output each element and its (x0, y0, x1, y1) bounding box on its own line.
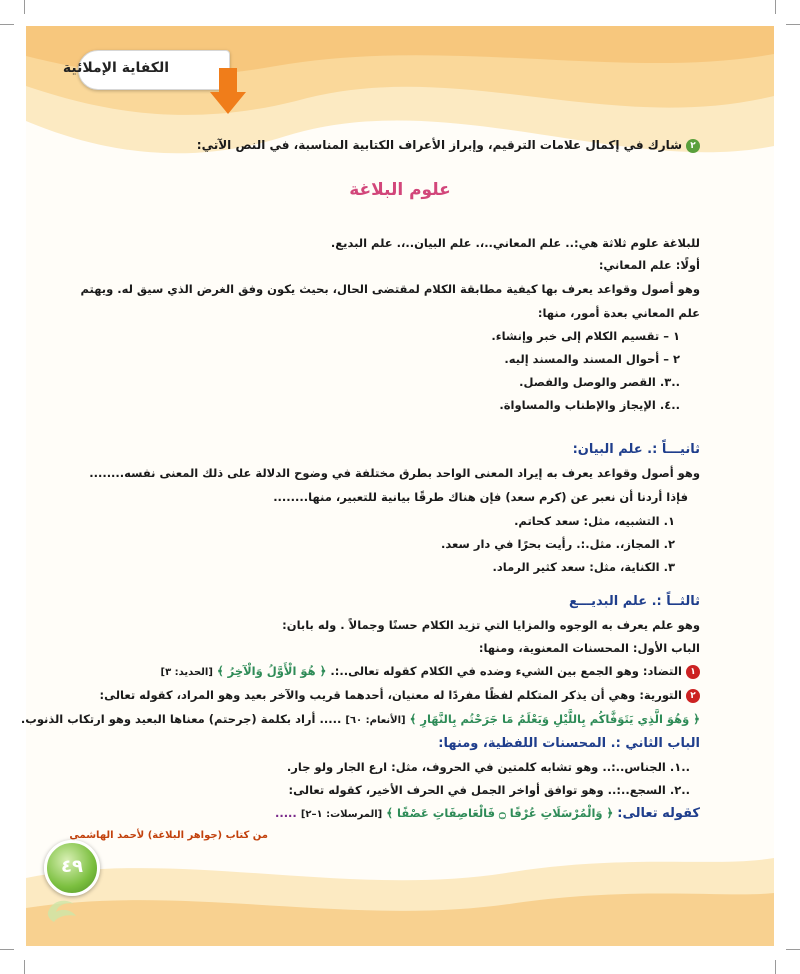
list-item: ..٢. السجع..:.. وهو توافق أواخر الجمل في الحرف الأخير، كقوله تعالى: (288, 783, 690, 797)
list-item: ١ – تقسيم الكلام إلى خبر وإنشاء. (491, 329, 680, 343)
list-item: ١. التشبيه، مثل: سعد كحاتم. (514, 514, 675, 528)
quran-verse: ﴿ وَهُوَ الَّذِي يَتَوَفَّاكُم بِاللَّيْلِ وَيَعْلَمُ مَا جَرَحْتُم بِالنَّهَارِ ﴾ (409, 712, 700, 726)
instruction-number: ٢ (686, 139, 700, 153)
page-title: علوم البلاغة (349, 180, 451, 200)
section-heading: الباب الثاني :. المحسنات اللفظية، ومنها: (438, 736, 700, 751)
list-item: ٣. الكناية، مثل: سعد كثير الرماد. (492, 560, 675, 574)
crop-mark (775, 960, 776, 974)
footer-wave (26, 838, 774, 946)
text-line: وهو علم يعرف به الوجوه والمزايا التي تزيد الكلام حسنًا وجمالاً . وله بابان: (282, 618, 700, 632)
text-line-part: ..... (274, 806, 297, 820)
section-heading: ثانيـــاً :. علم البيان: (572, 442, 700, 457)
verse-reference: [الحديد: ٣] (160, 667, 213, 678)
crop-mark (786, 949, 800, 950)
list-item: ..٤. الإيجاز والإطناب والمساواة. (499, 398, 680, 412)
section-badge-label: الكفاية الإملائية (62, 60, 169, 76)
page-number-badge (44, 840, 100, 896)
publisher-logo-icon (44, 894, 84, 924)
instruction (197, 138, 700, 153)
text-line: الباب الأول: المحسنات المعنوية، ومنها: (478, 641, 700, 655)
text-line-part: ..... أراد بكلمة (جرحتم) معناها البعيد وهو ارتكاب الذنوب. (20, 712, 342, 726)
quran-verse: ﴿ هُوَ الْأَوَّلُ وَالْآخِرُ ﴾ (216, 664, 327, 678)
text-line: فإذا أردنا أن نعبر عن (كرم سعد) فإن هناك طرقًا بيانية للتعبير، منها........ (273, 490, 688, 504)
crop-mark (0, 949, 14, 950)
page-number: ٤٩ (61, 856, 83, 877)
list-item: ٢ – أحوال المسند والمسند إليه. (504, 352, 680, 366)
bullet-icon: ٢ (686, 689, 700, 703)
section-heading: ثالثــاً :. علم البديـــع (568, 594, 700, 609)
text-line (160, 664, 700, 679)
arrow-down-icon (210, 68, 246, 114)
text-line-part: كقوله تعالى: (617, 806, 700, 821)
crop-mark (24, 0, 25, 14)
text-line: للبلاغة علوم ثلاثة هي:.. علم المعاني..،. علم البيان..،. علم البديع. (330, 236, 700, 250)
list-item: ..٣. القصر والوصل والفصل. (519, 375, 680, 389)
bullet-icon: ١ (686, 665, 700, 679)
text-line: علم المعاني بعدة أمور، منها: (537, 306, 700, 320)
instruction-text: شارك في إكمال علامات الترقيم، وإبراز الأعراف الكتابية المناسبة، في النص الآتي: (196, 138, 682, 152)
text-line-part: التضاد: وهو الجمع بين الشيء وضده في الكلام كقوله تعالى..:. (330, 664, 682, 678)
list-item: ..١. الجناس..:.. وهو تشابه كلمتين في الحروف، مثل: ارع الجار ولو جار. (286, 760, 690, 774)
text-line (99, 688, 700, 703)
text-line: وهو أصول وقواعد يعرف بها كيفية مطابقة الكلام لمقتضى الحال، بحيث يكون وفق الغرض الذي سيق له. ويهتم (80, 282, 700, 296)
text-line (21, 712, 700, 726)
crop-mark (24, 960, 25, 974)
section-badge (62, 50, 230, 90)
quran-verse: ﴿ وَالْمُرْسَلَاتِ عُرْفًا ۝ فَالْعَاصِفَاتِ عَصْفًا ﴾ (386, 806, 614, 820)
list-item: ٢. المجاز،. مثل.:. رأيت بحرًا في دار سعد. (441, 537, 675, 551)
source-note: من كتاب (جواهر البلاغة) لأحمد الهاشمي (69, 830, 268, 841)
crop-mark (786, 24, 800, 25)
crop-mark (775, 0, 776, 14)
crop-mark (0, 24, 14, 25)
verse-reference: [المرسلات: ١–٢] (300, 809, 383, 820)
text-line-part: التورية: وهي أن يذكر المتكلم لفظًا مفردًا له معنيان، أحدهما قريب والآخر بعيد وهو المراد، كقوله تعالى: (99, 688, 682, 702)
text-line: وهو أصول وقواعد يعرف به إيراد المعنى الواحد بطرق مختلفة في وضوح الدلالة على ذلك المعنى نفسه........ (89, 466, 700, 480)
text-line (275, 806, 700, 821)
text-line: أولًا: علم المعاني: (598, 258, 700, 272)
verse-reference: [الأنعام: ٦٠] (345, 715, 406, 726)
